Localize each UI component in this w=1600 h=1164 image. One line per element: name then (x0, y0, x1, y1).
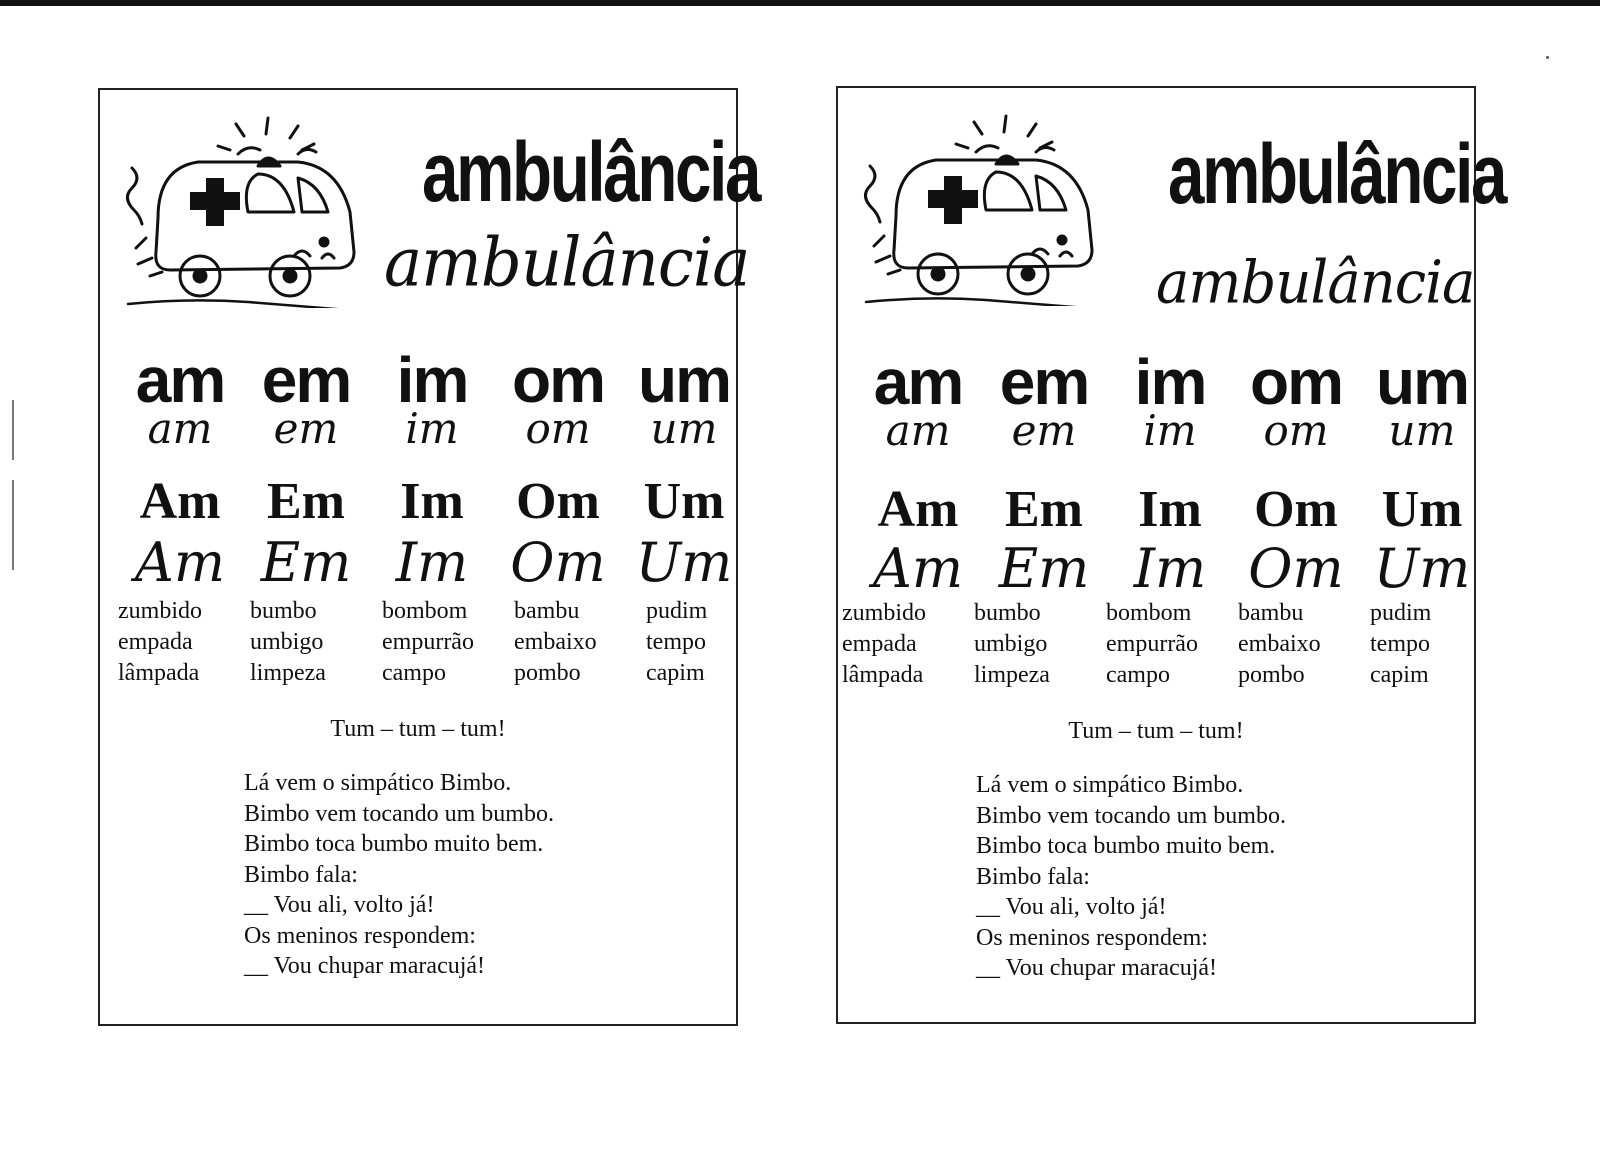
syllable-cursive: am (147, 404, 213, 453)
poem-line: __ Vou ali, volto já! (976, 894, 1167, 920)
word: pombo (1238, 662, 1305, 688)
syllable-cursive: em (273, 404, 339, 453)
word: bombom (1106, 600, 1192, 626)
poem-line: __ Vou ali, volto já! (244, 892, 435, 918)
word-list (1106, 598, 1232, 691)
word: zumbido (118, 598, 202, 624)
poem-line: Bimbo fala: (976, 863, 1090, 890)
syllable: om (512, 344, 604, 416)
word: limpeza (974, 662, 1050, 688)
syllable-cursive: Im (1133, 537, 1207, 600)
word: umbigo (974, 631, 1048, 657)
word: tempo (1370, 631, 1430, 657)
word-list (646, 596, 772, 689)
poem-line: __ Vou chupar maracujá! (976, 955, 1218, 981)
word: bombom (382, 598, 468, 624)
syllable-cursive: am (885, 406, 951, 455)
word: zumbido (842, 600, 926, 626)
word: pombo (514, 660, 581, 686)
syllable-cursive: Am (872, 537, 964, 600)
syllable: Um (643, 473, 725, 530)
title-print: ambulância (422, 125, 760, 219)
word: bambu (514, 598, 580, 624)
syllable: Em (1005, 481, 1083, 538)
poem-line: Bimbo toca bumbo muito bem. (244, 831, 544, 857)
word-list (1238, 598, 1364, 691)
word: umbigo (250, 629, 324, 655)
syllable: um (638, 344, 730, 416)
word: pudim (646, 598, 708, 624)
syllable-cursive: Um (1373, 537, 1471, 600)
word: pudim (1370, 600, 1432, 626)
ambulance-icon (118, 108, 368, 308)
syllable-cursive: Om (1248, 537, 1344, 600)
word: bumbo (974, 600, 1041, 626)
syllable-cursive: om (1263, 406, 1329, 455)
poem-line: Os meninos respondem: (976, 924, 1208, 951)
syllable: Im (400, 473, 464, 530)
syllable: Am (139, 473, 221, 530)
scan-speck (1546, 56, 1549, 59)
syllable: Am (877, 481, 959, 538)
syllable: Um (1381, 481, 1463, 538)
syllable: Om (1254, 481, 1338, 538)
scan-top-border (0, 0, 1600, 6)
word-list (250, 596, 376, 689)
poem-title: Tum – tum – tum! (1068, 718, 1244, 744)
syllable-cursive: Im (395, 531, 469, 594)
word: campo (1106, 662, 1170, 688)
poem-line: Os meninos respondem: (244, 922, 476, 949)
syllable: Em (267, 473, 345, 530)
syllable: Om (516, 473, 600, 530)
poem-title: Tum – tum – tum! (330, 716, 506, 742)
title-cursive: ambulância (1156, 248, 1475, 317)
word: empada (842, 631, 917, 657)
syllable-cursive: Em (998, 537, 1090, 600)
syllable: em (261, 344, 351, 416)
poem-line: Lá vem o simpático Bimbo. (976, 772, 1244, 798)
syllable-cursive: em (1011, 406, 1077, 455)
scan-edge-mark (12, 400, 14, 460)
worksheet-card-left (98, 88, 760, 1026)
word: empurrão (1106, 631, 1198, 657)
word: bumbo (250, 598, 317, 624)
word: campo (382, 660, 446, 686)
word: limpeza (250, 660, 326, 686)
syllable-cursive: Am (134, 531, 226, 594)
syllable-cursive: Om (510, 531, 606, 594)
poem-line: Bimbo fala: (244, 861, 358, 888)
syllable: im (1134, 346, 1206, 418)
title-cursive: ambulância (384, 224, 750, 303)
syllable: um (1376, 346, 1468, 418)
word: empada (118, 629, 193, 655)
ambulance-icon (856, 106, 1106, 306)
syllable-cursive: Em (260, 531, 352, 594)
word-list (842, 598, 968, 691)
syllable: am (873, 346, 963, 418)
word: embaixo (514, 629, 597, 655)
word-list (514, 596, 640, 689)
word-list (1370, 598, 1496, 691)
word-list (118, 596, 244, 689)
poem-line: Bimbo vem tocando um bumbo. (244, 800, 554, 827)
syllable: am (135, 344, 225, 416)
syllable: Im (1138, 481, 1202, 538)
poem-text (244, 768, 554, 982)
poem-line: __ Vou chupar maracujá! (244, 953, 486, 979)
syllable-cursive: um (650, 404, 718, 453)
poem-line: Lá vem o simpático Bimbo. (244, 770, 512, 796)
syllable: im (396, 344, 468, 416)
poem-line: Bimbo vem tocando um bumbo. (976, 802, 1286, 829)
syllable-cursive: im (1143, 406, 1197, 455)
syllable-cursive: im (405, 404, 459, 453)
worksheet-card-right (836, 86, 1506, 1024)
word: empurrão (382, 629, 474, 655)
syllable: em (999, 346, 1089, 418)
word: tempo (646, 629, 706, 655)
word: lâmpada (118, 660, 200, 686)
word-list (382, 596, 508, 689)
word: capim (646, 660, 705, 686)
syllable-cursive: Um (635, 531, 733, 594)
scan-edge-mark (12, 480, 14, 570)
poem-line: Bimbo toca bumbo muito bem. (976, 833, 1276, 859)
word: capim (1370, 662, 1429, 688)
word: embaixo (1238, 631, 1321, 657)
word-list (974, 598, 1100, 691)
title-print: ambulância (1168, 127, 1506, 221)
syllable-cursive: um (1388, 406, 1456, 455)
syllable: om (1250, 346, 1342, 418)
poem-text (976, 770, 1286, 984)
syllable-cursive: om (525, 404, 591, 453)
word: bambu (1238, 600, 1304, 626)
word: lâmpada (842, 662, 924, 688)
